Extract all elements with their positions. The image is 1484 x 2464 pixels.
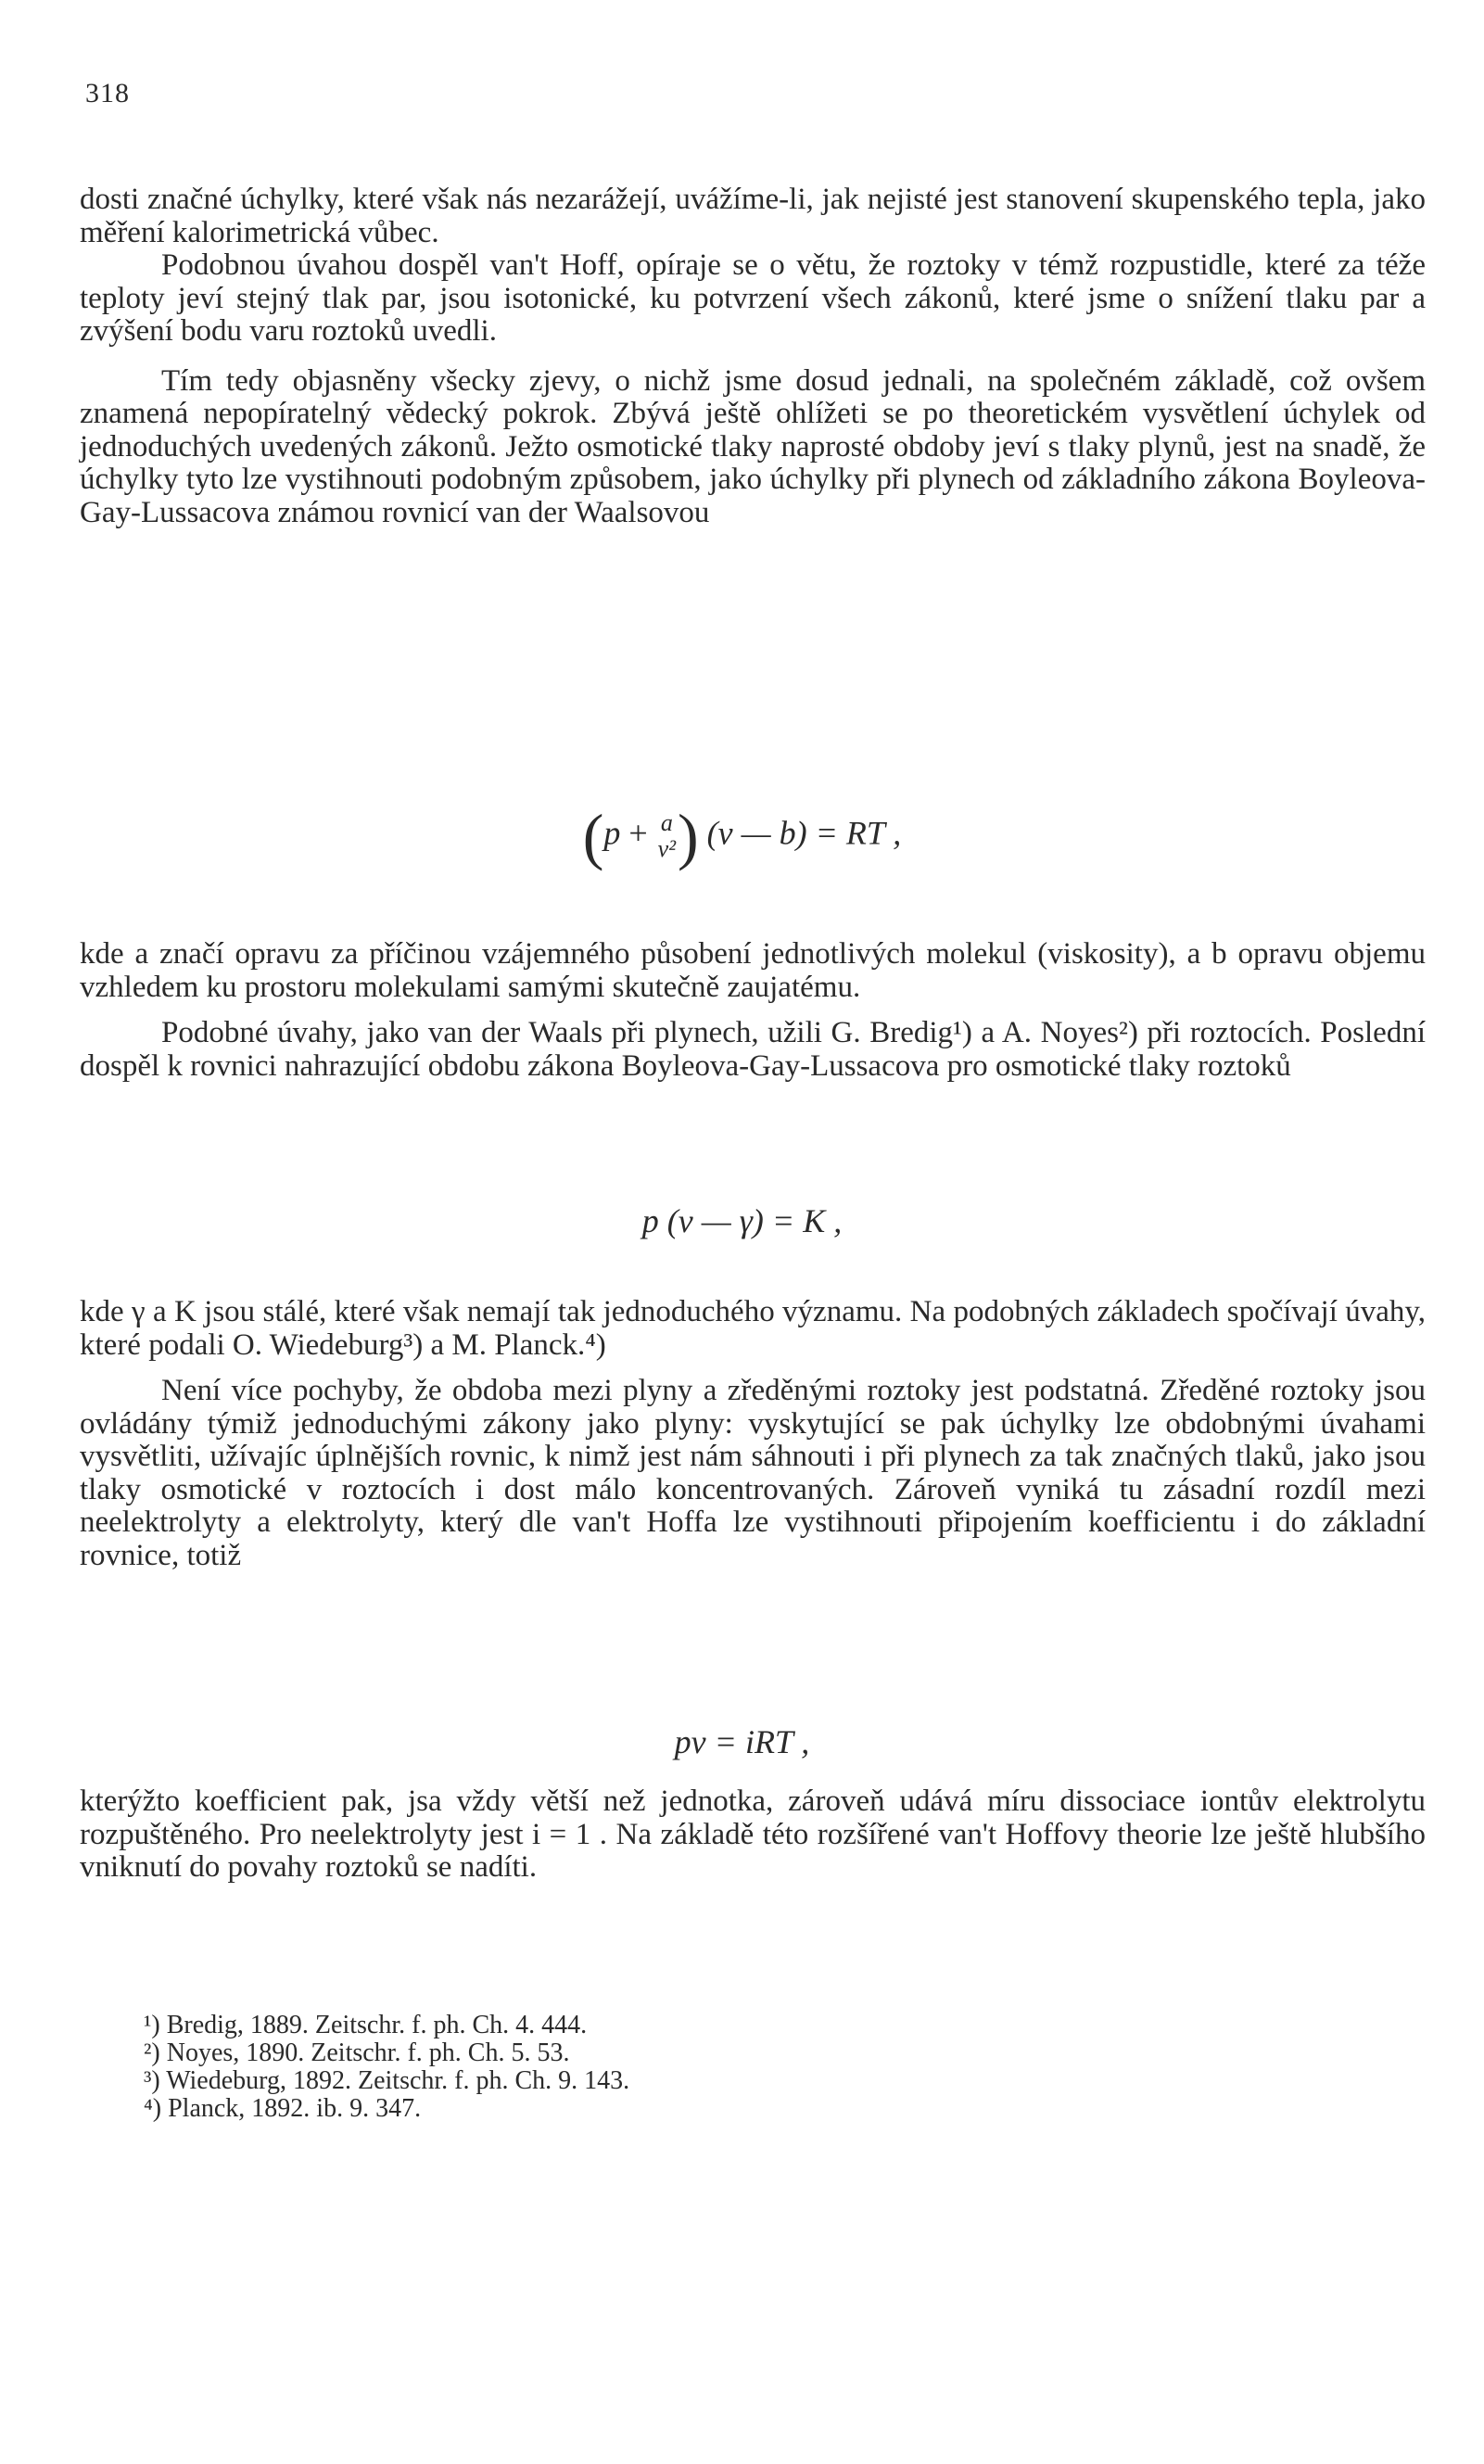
text-block-mid [80, 938, 1426, 1083]
paragraph: Podobné úvahy, jako van der Waals při plynech, užili G. Bredig¹) a A. Noyes²) při roztocích. Poslední dospěl k rovnici nahrazující obdobu zákona Boyleova-Gay-Lussacova pro osmotické tlaky roztoků [80, 1016, 1426, 1083]
paragraph: Tím tedy objasněny všecky zjevy, o nichž jsme dosud jednali, na společném základě, což ovšem znamená nepopíratelný vědecký pokrok. Zbývá ještě ohlížeti se po theoretickém vysvětlení úchylek od jednoduchých uvedených zákonů. Ježto osmotické tlaky naprosté obdoby jeví s tlaky plynů, jest na snadě, že úchylky tyto lze vystihnouti podobným způsobem, jako úchylky při plynech od základního zákona Boyleova-Gay-Lussacova známou rovnicí van der Waalsovou [80, 363, 1426, 529]
paragraph: Podobnou úvahou dospěl van't Hoff, opíraje se o větu, že roztoky v témž rozpustidle, které za téže teploty jeví stejný tlak par, jsou isotonické, ku potvrzení všech zákonů, které jsme o snížení tlaku par a zvýšení bodu varu roztoků uvedli. [80, 248, 1426, 348]
paragraph: dosti značné úchylky, které však nás nezarážejí, uvážíme-li, jak nejisté jest stanovení skupenského tepla, jako měření kalorimetrická vůbec. [80, 183, 1426, 249]
footnote: ⁴) Planck, 1892. ib. 9. 347. [144, 2094, 422, 2123]
footnotes [144, 2012, 1256, 2123]
formula-van-der-waals [0, 801, 1484, 871]
fraction [658, 810, 676, 862]
paragraph: kterýžto koefficient pak, jsa vždy větší než jednotka, zároveň udává míru dissociace iontův elektrolytu rozpuštěného. Pro neelektrolyty jest i = 1 . Na základě této rozšířené van't Hoffovy theorie lze ještě hlubšího vniknutí do povahy roztoků se nadíti. [80, 1784, 1426, 1884]
close-paren: ) [678, 801, 699, 871]
footnote: ¹) Bredig, 1889. Zeitschr. f. ph. Ch. 4. 444. [144, 2011, 588, 2039]
formula-noyes: p (v — γ) = K , [641, 1202, 843, 1239]
text-block-low [80, 1296, 1426, 1572]
paragraph: Není více pochyby, že obdoba mezi plyny a zředěnými roztoky jest podstatná. Zředěné roztoky jsou ovládány týmiž jednoduchými zákony jako plyny: vyskytující se pak úchylky lze obdobnými úvahami vysvětliti, užívajíc úplnějších rovnic, k nimž jest nám sáhnouti i při plynech za tak značných tlaků, jako jsou tlaky osmotické v roztocích i dost málo koncentrovaných. Zároveň vyniká tu zásadní rozdíl mezi neelektrolyty a elektrolyty, který dle van't Hoffa lze vystihnouti připojením koefficientu i do základní rovnice, totiž [80, 1374, 1426, 1572]
formula-plus: + [628, 814, 648, 852]
formula-vant-hoff: pv = iRT , [674, 1723, 810, 1760]
formula-p: p [603, 814, 621, 852]
text-block-end [80, 1785, 1426, 1885]
open-paren: ( [582, 801, 604, 871]
footnote: ²) Noyes, 1890. Zeitschr. f. ph. Ch. 5. 53. [144, 2039, 570, 2067]
paragraph: kde a značí opravu za příčinou vzájemného působení jednotlivých molekul (viskosity), a b opravu objemu vzhledem ku prostoru molekulami samými skutečně zaujatému. [80, 937, 1426, 1004]
numerator: a [660, 809, 673, 836]
paragraph: kde γ a K jsou stálé, které však nemají tak jednoduchého významu. Na podobných základech spočívají úvahy, které podali O. Wiedeburg³) a M. Planck.⁴) [80, 1295, 1426, 1362]
text-block-top [80, 184, 1426, 529]
page-number: 318 [85, 78, 130, 108]
footnote: ³) Wiedeburg, 1892. Zeitschr. f. ph. Ch. 9. 143. [144, 2066, 630, 2095]
formula-rest: (v — b) = RT , [706, 814, 902, 852]
denominator: v² [657, 835, 677, 862]
